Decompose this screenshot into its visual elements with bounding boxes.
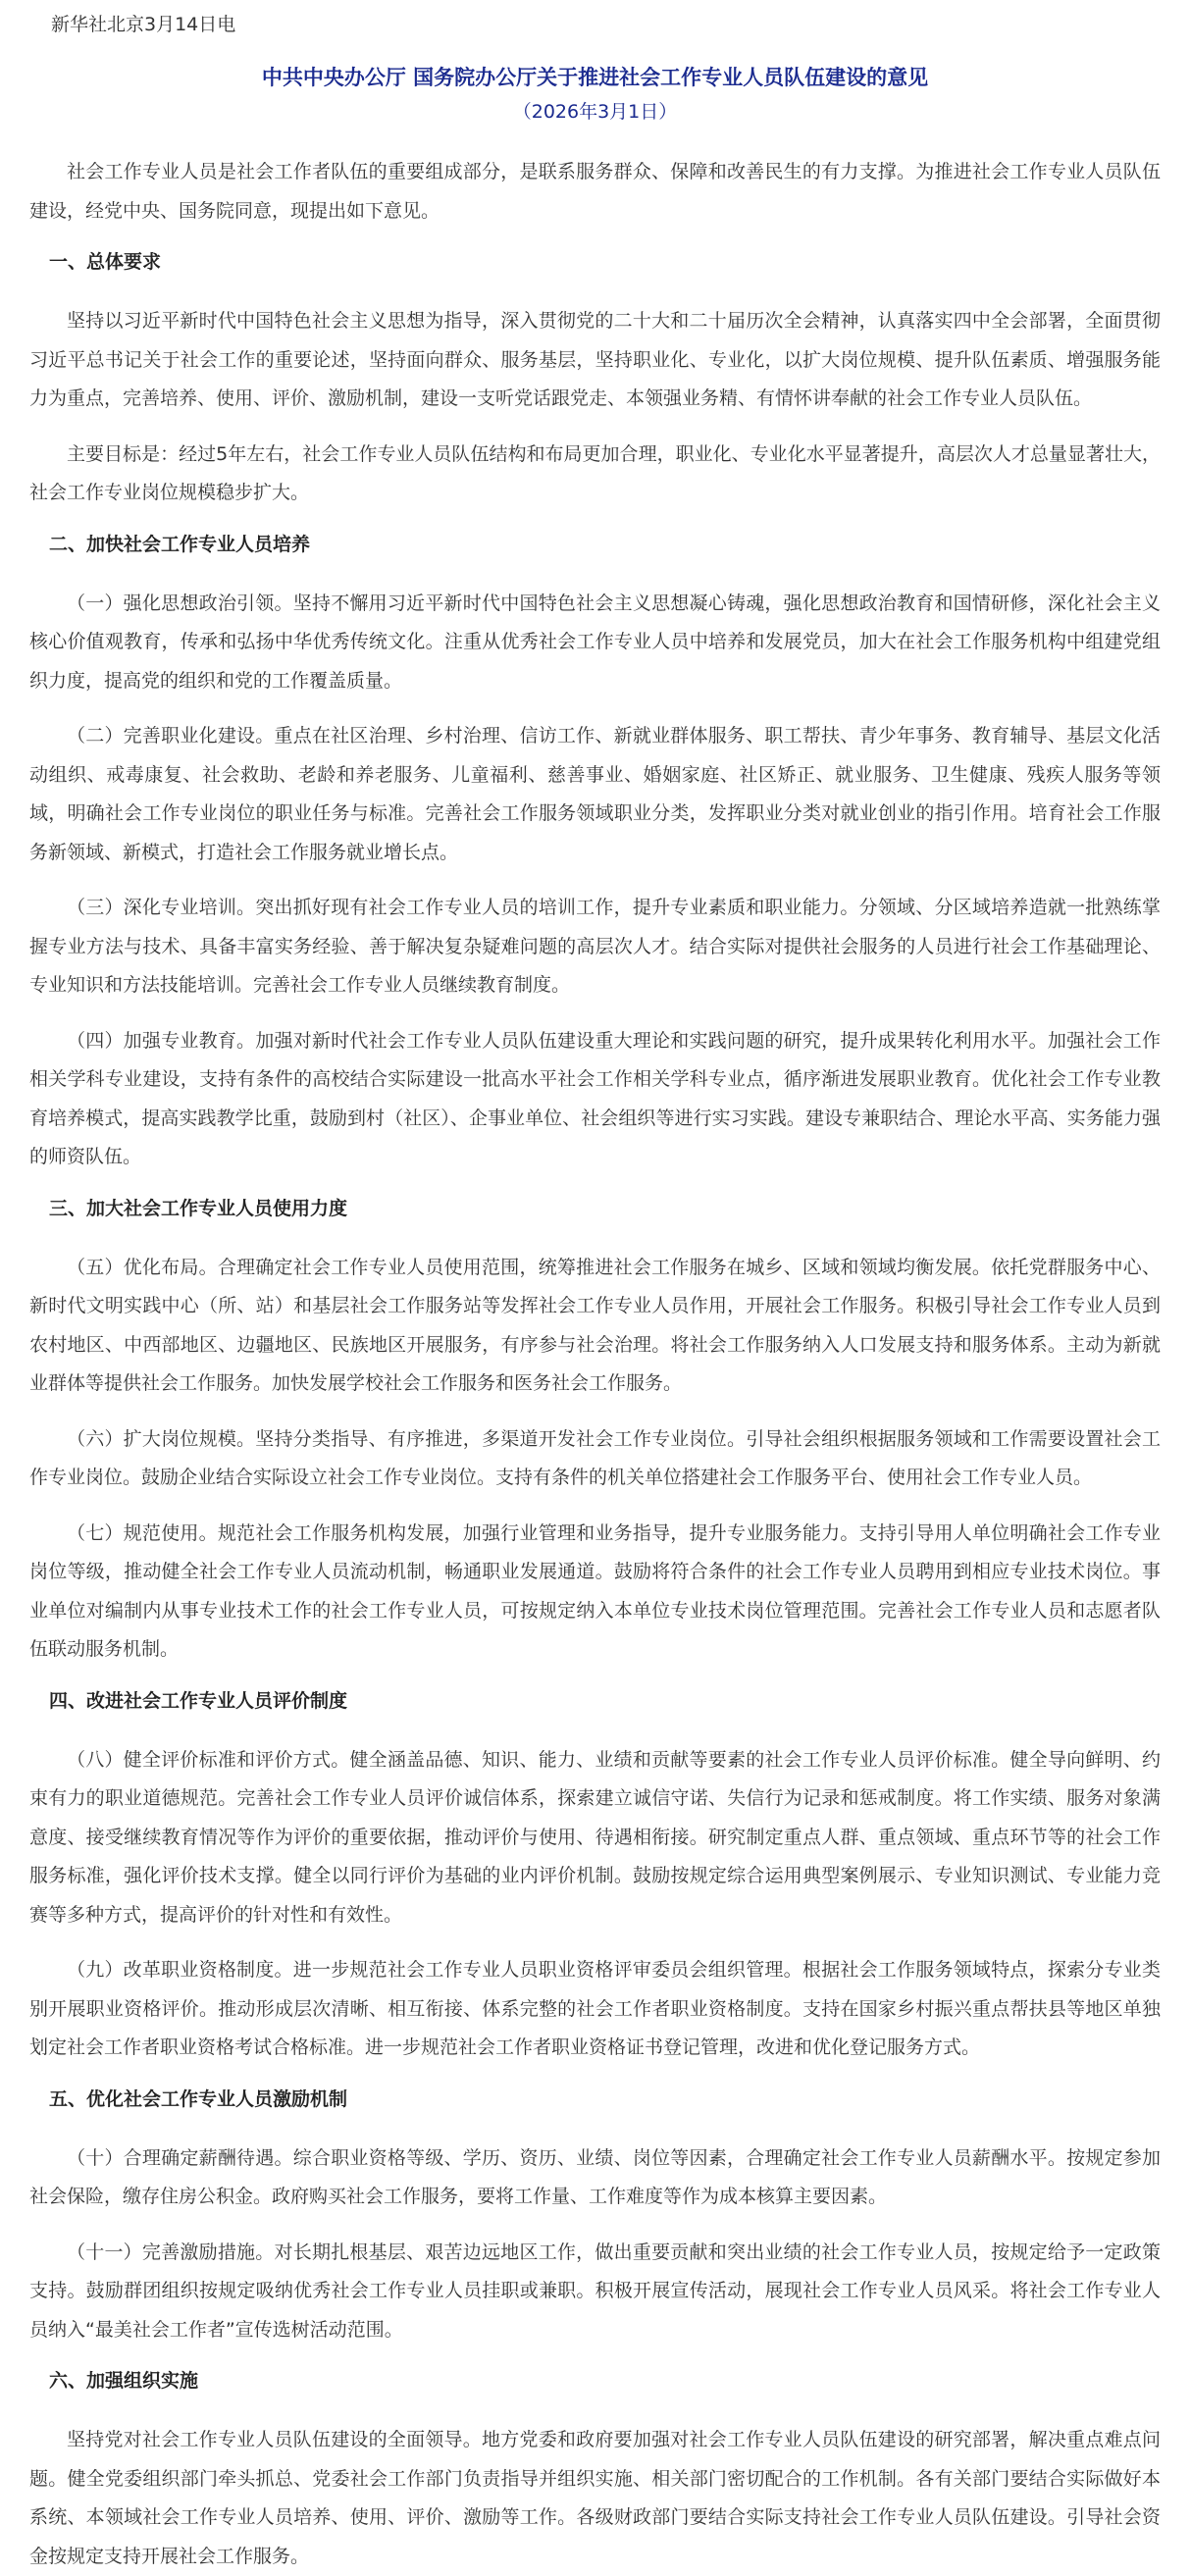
article-title: 中共中央办公厅 国务院办公厅关于推进社会工作专业人员队伍建设的意见 [261, 66, 929, 89]
section-heading-implementation: 六、加强组织实施 [49, 2370, 199, 2392]
section-heading-training: 二、加快社会工作专业人员培养 [49, 533, 311, 555]
section-heading-usage: 三、加大社会工作专业人员使用力度 [49, 1197, 348, 1219]
paragraph: 坚持以习近平新时代中国特色社会主义思想为指导，深入贯彻党的二十大和二十届历次全会精神，认真落实四中全会部署，全面贯彻习近平总书记关于社会工作的重要论述，坚持面向群众、服务基层，坚持职业化、专业化，以扩大岗位规模、提升队伍素质、增强服务能力为重点，完善培养、使用、评价、激励机制，建设一支听党话跟党走、本领强业务精、有情怀讲奉献的社会工作专业人员队伍。 [29, 310, 1161, 409]
paragraph: 主要目标是：经过5年左右，社会工作专业人员队伍结构和布局更加合理，职业化、专业化水平显著提升，高层次人才总量显著壮大，社会工作专业岗位规模稳步扩大。 [29, 442, 1161, 503]
paragraph: （三）深化专业培训。突出抓好现有社会工作专业人员的培训工作，提升专业素质和职业能力。分领域、分区域培养造就一批熟练掌握专业方法与技术、具备丰富实务经验、善于解决复杂疑难问题的高层次人才。结合实际对提供社会服务的人员进行社会工作基础理论、专业知识和方法技能培训。完善社会工作专业人员继续教育制度。 [29, 897, 1161, 996]
dateline: 新华社北京3月14日电 [51, 14, 236, 35]
section-heading-general-requirements: 一、总体要求 [49, 251, 162, 273]
paragraph: （八）健全评价标准和评价方式。健全涵盖品德、知识、能力、业绩和贡献等要素的社会工作专业人员评价标准。健全导向鲜明、约束有力的职业道德规范。完善社会工作专业人员评价诚信体系，探索建立诚信守诺、失信行为记录和惩戒制度。将工作实绩、服务对象满意度、接受继续教育情况等作为评价的重要依据，推动评价与使用、待遇相衔接。研究制定重点人群、重点领域、重点环节等的社会工作服务标准，强化评价技术支撑。健全以同行评价为基础的业内评价机制。鼓励按规定综合运用典型案例展示、专业知识测试、专业能力竞赛等多种方式，提高评价的针对性和有效性。 [29, 1748, 1161, 1926]
paragraph: （六）扩大岗位规模。坚持分类指导、有序推进，多渠道开发社会工作专业岗位。引导社会组织根据服务领域和工作需要设置社会工作专业岗位。鼓励企业结合实际设立社会工作专业岗位。支持有条件的机关单位搭建社会工作服务平台、使用社会工作专业人员。 [29, 1427, 1161, 1488]
paragraph: （十）合理确定薪酬待遇。综合职业资格等级、学历、资历、业绩、岗位等因素，合理确定社会工作专业人员薪酬水平。按规定参加社会保险，缴存住房公积金。政府购买社会工作服务，要将工作量、工作难度等作为成本核算主要因素。 [29, 2146, 1161, 2207]
issue-date: （2026年3月1日） [512, 101, 678, 123]
paragraph: （九）改革职业资格制度。进一步规范社会工作专业人员职业资格评审委员会组织管理。根据社会工作服务领域特点，探索分专业类别开展职业资格评价。推动形成层次清晰、相互衔接、体系完整的社会工作者职业资格制度。支持在国家乡村振兴重点帮扶县等地区单独划定社会工作者职业资格考试合格标准。进一步规范社会工作者职业资格证书登记管理，改进和优化登记服务方式。 [29, 1959, 1161, 2058]
section-heading-incentives: 五、优化社会工作专业人员激励机制 [49, 2087, 348, 2110]
paragraph: （七）规范使用。规范社会工作服务机构发展，加强行业管理和业务指导，提升专业服务能力。支持引导用人单位明确社会工作专业岗位等级，推动健全社会工作专业人员流动机制，畅通职业发展通道。鼓励将符合条件的社会工作专业人员聘用到相应专业技术岗位。事业单位对编制内从事专业技术工作的社会工作专业人员，可按规定纳入本单位专业技术岗位管理范围。完善社会工作专业人员和志愿者队伍联动服务机制。 [29, 1521, 1161, 1660]
paragraph: （二）完善职业化建设。重点在社区治理、乡村治理、信访工作、新就业群体服务、职工帮扶、青少年事务、教育辅导、基层文化活动组织、戒毒康复、社会救助、老龄和养老服务、儿童福利、慈善事业、婚姻家庭、社区矫正、就业服务、卫生健康、残疾人服务等领域，明确社会工作专业岗位的职业任务与标准。完善社会工作服务领域职业分类，发挥职业分类对就业创业的指引作用。培育社会工作服务新领域、新模式，打造社会工作服务就业增长点。 [29, 725, 1161, 863]
intro-paragraph: 社会工作专业人员是社会工作者队伍的重要组成部分，是联系服务群众、保障和改善民生的有力支撑。为推进社会工作专业人员队伍建设，经党中央、国务院同意，现提出如下意见。 [29, 161, 1161, 222]
paragraph: （一）强化思想政治引领。坚持不懈用习近平新时代中国特色社会主义思想凝心铸魂，强化思想政治教育和国情研修，深化社会主义核心价值观教育，传承和弘扬中华优秀传统文化。注重从优秀社会工作专业人员中培养和发展党员，加大在社会工作服务机构中组建党组织力度，提高党的组织和党的工作覆盖质量。 [29, 592, 1161, 692]
paragraph: 坚持党对社会工作专业人员队伍建设的全面领导。地方党委和政府要加强对社会工作专业人员队伍建设的研究部署，解决重点难点问题。健全党委组织部门牵头抓总、党委社会工作部门负责指导并组织实施、相关部门密切配合的工作机制。各有关部门要结合实际做好本系统、本领域社会工作专业人员培养、使用、评价、激励等工作。各级财政部门要结合实际支持社会工作专业人员队伍建设。引导社会资金按规定支持开展社会工作服务。 [29, 2429, 1161, 2567]
paragraph: （十一）完善激励措施。对长期扎根基层、艰苦边远地区工作，做出重要贡献和突出业绩的社会工作专业人员，按规定给予一定政策支持。鼓励群团组织按规定吸纳优秀社会工作专业人员挂职或兼职。积极开展宣传活动，展现社会工作专业人员风采。将社会工作专业人员纳入“最美社会工作者”宣传选树活动范围。 [29, 2241, 1161, 2341]
paragraph: （四）加强专业教育。加强对新时代社会工作专业人员队伍建设重大理论和实践问题的研究，提升成果转化利用水平。加强社会工作相关学科专业建设，支持有条件的高校结合实际建设一批高水平社会工作相关学科专业点，循序渐进发展职业教育。优化社会工作专业教育培养模式，提高实践教学比重，鼓励到村（社区）、企事业单位、社会组织等进行实习实践。建设专兼职结合、理论水平高、实务能力强的师资队伍。 [29, 1029, 1161, 1167]
section-heading-evaluation: 四、改进社会工作专业人员评价制度 [49, 1689, 348, 1712]
paragraph: （五）优化布局。合理确定社会工作专业人员使用范围，统筹推进社会工作服务在城乡、区域和领域均衡发展。依托党群服务中心、新时代文明实践中心（所、站）和基层社会工作服务站等发挥社会工作专业人员作用，开展社会工作服务。积极引导社会工作专业人员到农村地区、中西部地区、边疆地区、民族地区开展服务，有序参与社会治理。将社会工作服务纳入人口发展支持和服务体系。主动为新就业群体等提供社会工作服务。加快发展学校社会工作服务和医务社会工作服务。 [29, 1256, 1161, 1394]
